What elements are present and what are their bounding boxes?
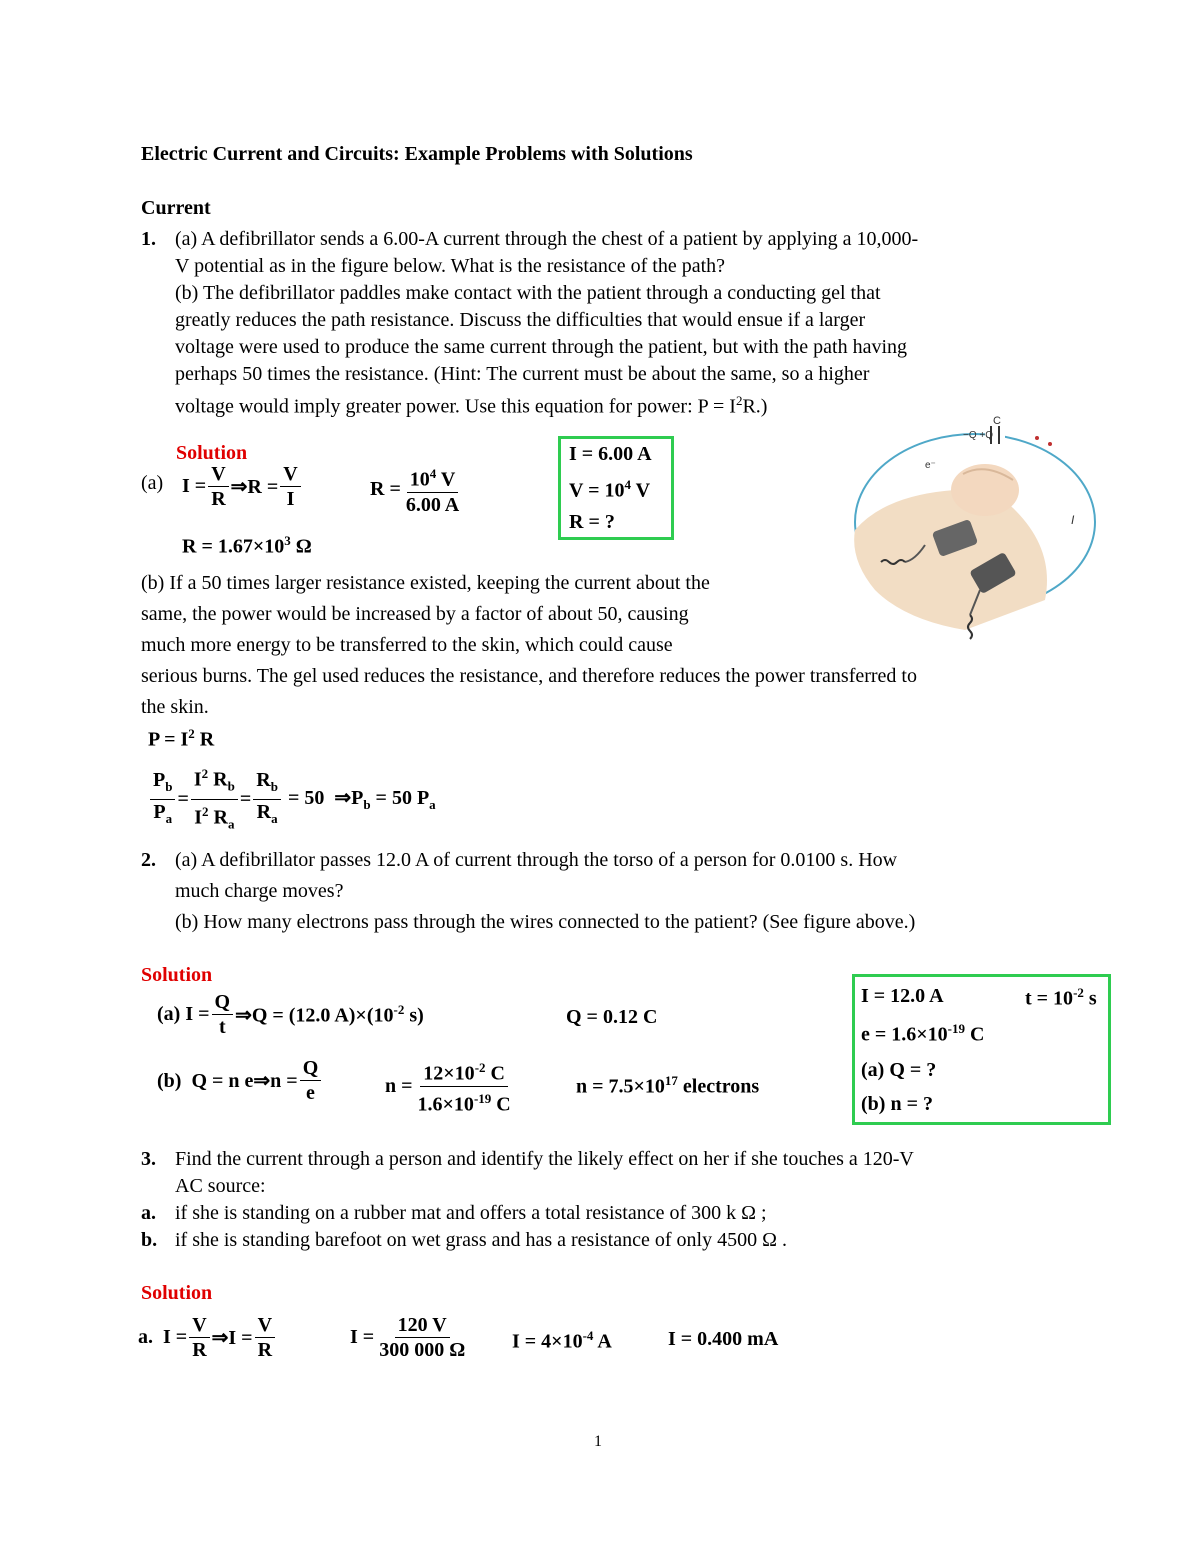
solution-1-part-a-label: (a)	[141, 472, 164, 494]
given-electron-charge: $e = 1.6\times 10^{-19}$ C	[861, 1021, 985, 1046]
electron-count-substitution: n = $\frac{12\times 10^{-2} C}{1.6\times 10^{-19} C}$	[385, 1056, 516, 1116]
problem-3-line-2: AC source:	[175, 1175, 266, 1197]
current-equation-3a: a. I = $\frac{V}{R}$ ⇒I = $\frac{V}{R}$	[138, 1313, 277, 1362]
figure-label-c: C	[993, 415, 1001, 427]
resistance-substitution: R = $\frac{10^4 V}{6.00 A}$	[370, 462, 464, 517]
problem-1-line-7: voltage would imply greater power. Use this equation for power: $P = I^2R$.)	[175, 393, 768, 418]
solution-1b-line-2: same, the power would be increased by a factor of about 50, causing	[141, 603, 689, 625]
figure-label-q: −Q +Q	[963, 430, 994, 441]
page-title: Electric Current and Circuits: Example Problems with Solutions	[141, 143, 693, 165]
solution-1b-line-1: (b) If a 50 times larger resistance existed, keeping the current about the	[141, 572, 710, 594]
current-substitution-3a: I = $\frac{120 V}{300 000 \Omega}$	[350, 1314, 466, 1361]
problem-1-line-6: perhaps 50 times the resistance. (Hint: The current must be about the same, so a higher	[175, 363, 870, 385]
given-voltage: $V = 10^4$ V	[569, 477, 651, 502]
problem-2-line-2: much charge moves?	[175, 880, 344, 902]
problem-2-line-3: (b) How many electrons pass through the wires connected to the patient? (See figure above.)	[175, 911, 916, 933]
problem-1-line-3: (b) The defibrillator paddles make contact with the patient through a conducting gel that	[175, 282, 881, 304]
power-ratio-equation: $\frac{P_b}{P_a}$ = $\frac{I^2 R_b}{I^2 R_a}$ = $\frac{R_b}{R_a}$ = 50 $\Rightarrow P_b = 50$ $P_a$	[148, 762, 436, 836]
given-current: I = 6.00 A	[569, 443, 652, 465]
given-box-2	[852, 974, 1111, 1125]
problem-2-number: 2.	[141, 849, 156, 871]
figure-label-i: I	[1071, 513, 1075, 527]
given-unknown-q: (a) Q = ?	[861, 1059, 937, 1081]
problem-1-line-5: voltage were used to produce the same current through the patient, but with the path having	[175, 336, 908, 358]
electron-count-equation: (b) Q = n e⇒n = $\frac{Q}{e}$	[157, 1056, 323, 1105]
problem-3-number: 3.	[141, 1148, 156, 1170]
solution-3-heading: Solution	[141, 1282, 213, 1304]
current-result-amps: $I = 4\times 10^{-4}$ A	[512, 1328, 612, 1353]
given-time: $t = 10^{-2}$ s	[1025, 985, 1097, 1010]
given-current-2: I = 12.0 A	[861, 985, 944, 1007]
problem-3b-label: b.	[141, 1229, 158, 1251]
page-number: 1	[594, 1433, 602, 1450]
problem-3b-text: if she is standing barefoot on wet grass and has a resistance of only 4500 Ω .	[175, 1229, 787, 1251]
problem-3-line-1: Find the current through a person and identify the likely effect on her if she touches a 120-V	[175, 1148, 914, 1170]
figure-label-e: e⁻	[925, 460, 936, 471]
problem-1-line-2: V potential as in the figure below. What is the resistance of the path?	[175, 255, 726, 277]
resistance-result: $R = 1.67\times 10^3$ Ω	[182, 533, 312, 558]
solution-1b-line-3: much more energy to be transferred to the skin, which could cause	[141, 634, 673, 656]
solution-1b-line-4: serious burns. The gel used reduces the resistance, and therefore reduces the power transferred to	[141, 665, 917, 687]
power-equation: $P = I^2$ R	[148, 726, 215, 751]
charge-equation: (a) I = $\frac{Q}{t}$ ⇒Q = (12.0 $A)\times(10^{-2}$ s)	[157, 991, 424, 1038]
solution-2-heading: Solution	[141, 964, 213, 986]
given-resistance: R = ?	[569, 511, 615, 533]
problem-1-line-4: greatly reduces the path resistance. Discuss the difficulties that would ensue if a larger	[175, 309, 866, 331]
electron-count-result: $n = 7.5\times 10^{17}$ electrons	[576, 1073, 760, 1098]
problem-2-line-1: (a) A defibrillator passes 12.0 A of current through the torso of a person for 0.0100 s. How	[175, 849, 898, 871]
problem-3a-text: if she is standing on a rubber mat and offers a total resistance of 300 k Ω ;	[175, 1202, 767, 1224]
ohms-law-equation: I = $\frac{V}{R}$ ⇒R = $\frac{V}{I}$	[182, 462, 303, 511]
charge-result: Q = 0.12 C	[566, 1006, 658, 1028]
solution-1-heading: Solution	[176, 442, 248, 464]
problem-1-number: 1.	[141, 228, 156, 250]
problem-3a-label: a.	[141, 1202, 156, 1224]
solution-1b-line-5: the skin.	[141, 696, 209, 718]
section-heading-current: Current	[141, 197, 211, 219]
given-unknown-n: (b) n = ?	[861, 1093, 933, 1115]
given-box-1	[558, 436, 674, 540]
problem-1-line-1: (a) A defibrillator sends a 6.00-A current through the chest of a patient by applying a 10,000-	[175, 228, 919, 250]
defibrillator-figure	[845, 410, 1105, 650]
current-result-milliamps: I = 0.400 mA	[668, 1328, 779, 1350]
